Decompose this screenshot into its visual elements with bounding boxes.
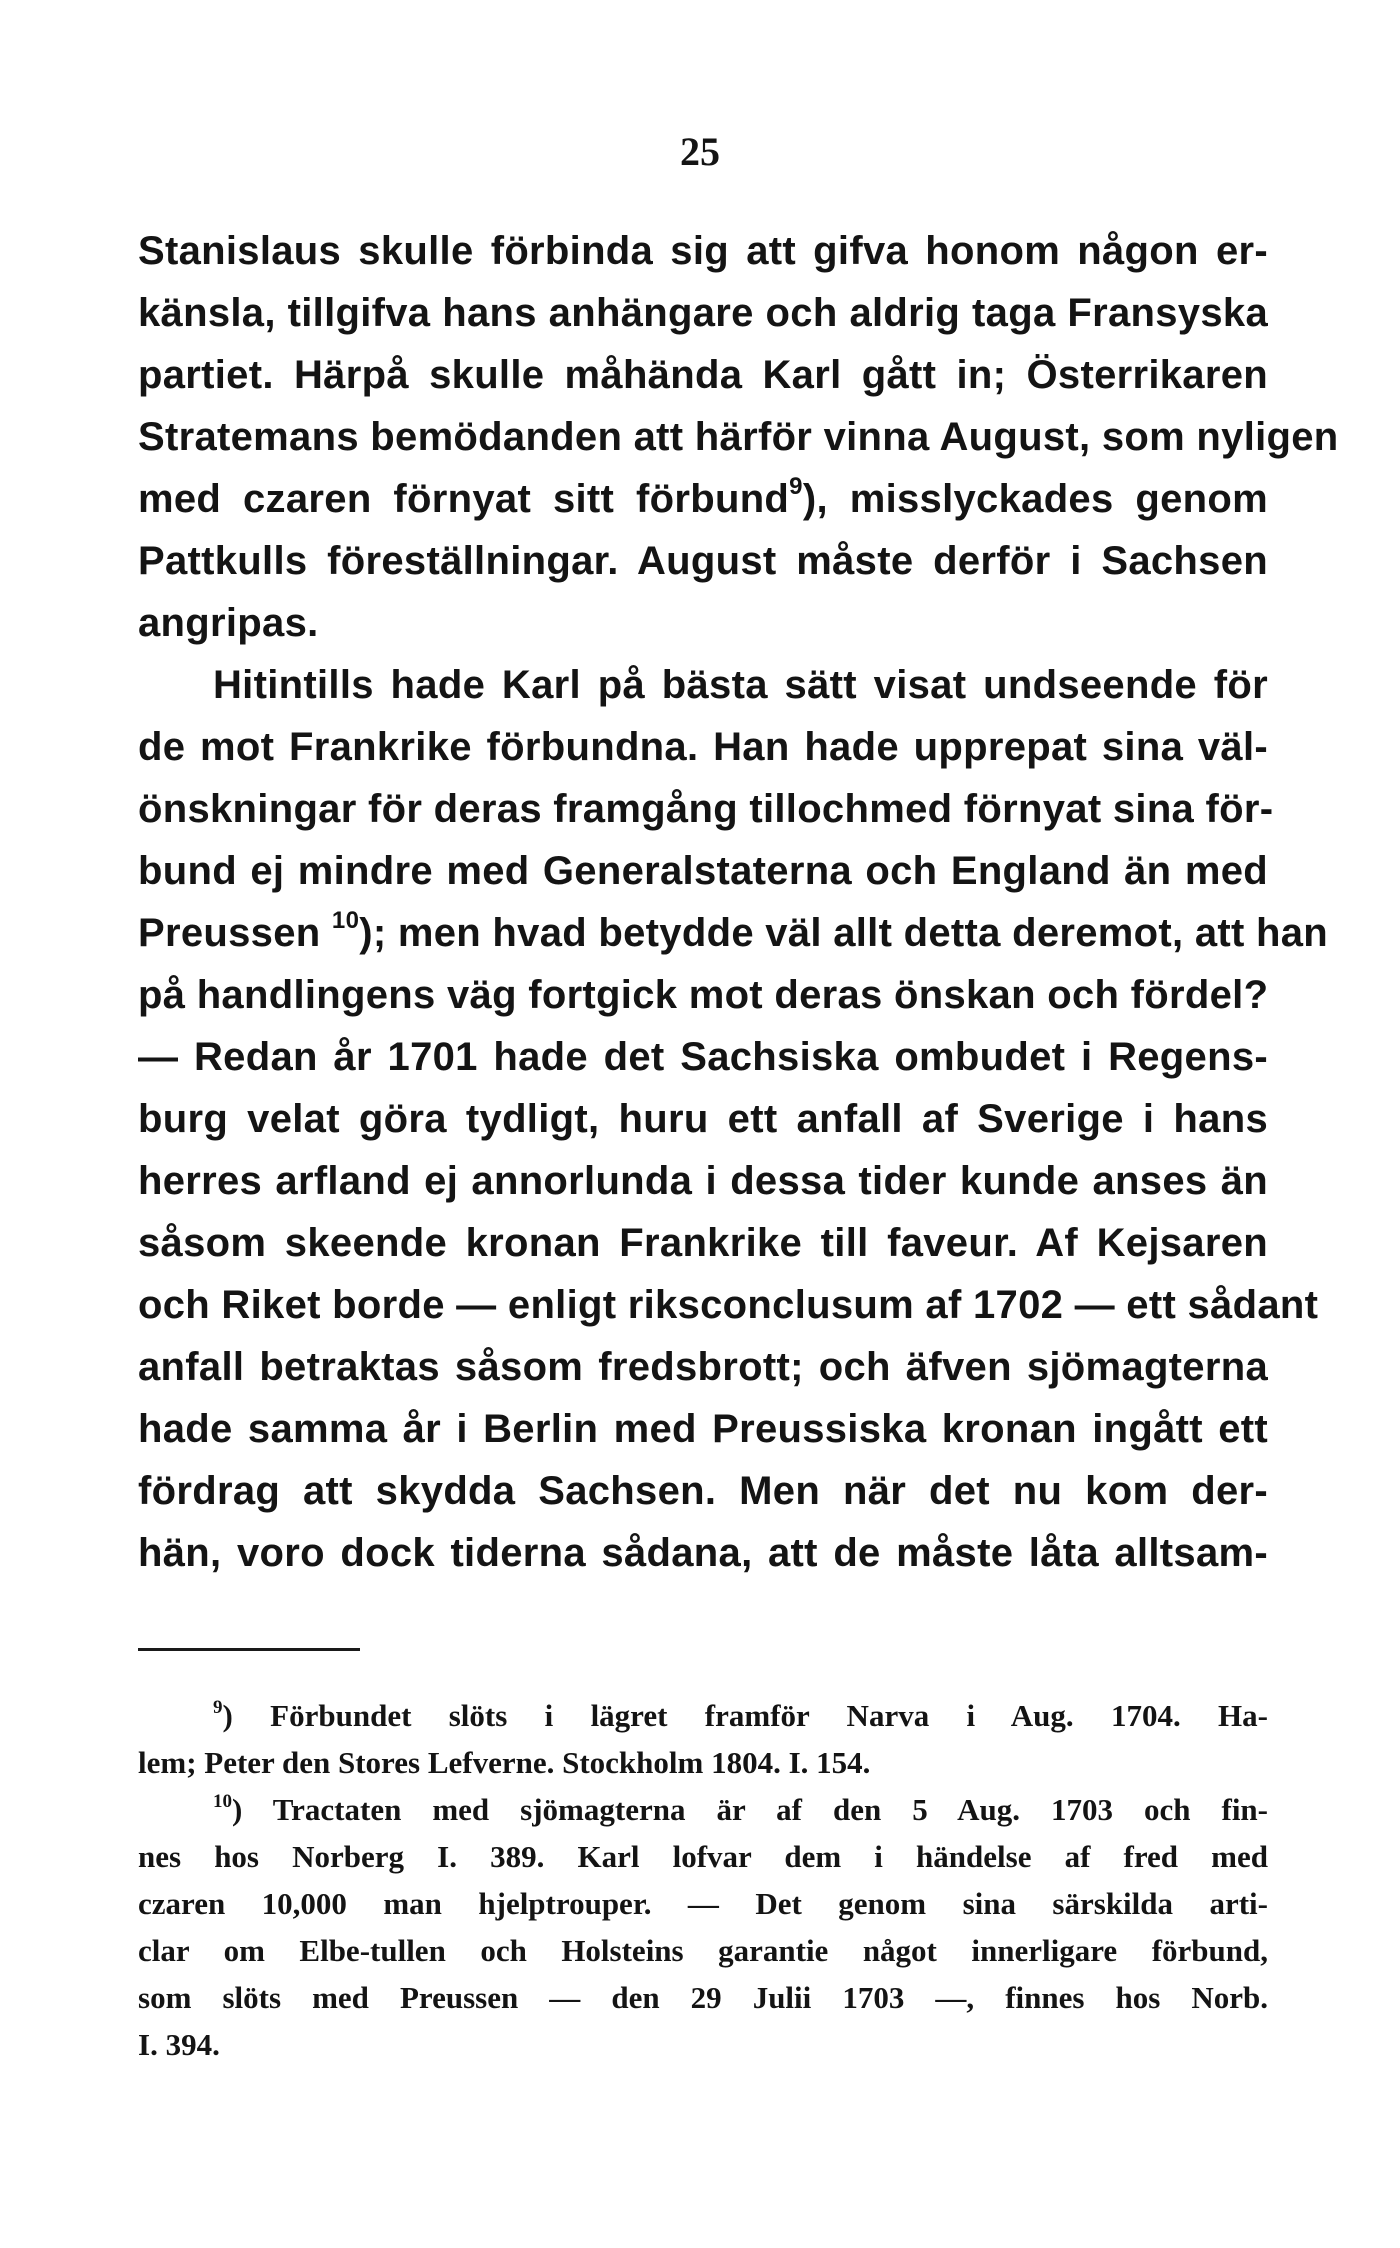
text-line: — Redan år 1701 hade det Sachsiska ombudet i Regens- bbox=[138, 1035, 1268, 1079]
text-line: hade samma år i Berlin med Preussiska kronan ingått ett bbox=[138, 1407, 1268, 1451]
footnote-line: clar om Elbe-tullen och Holsteins garantie något innerligare förbund, bbox=[138, 1933, 1268, 1968]
page-number: 25 bbox=[680, 129, 720, 174]
text-line: hän, voro dock tiderna sådana, att de måste låta alltsam- bbox=[138, 1531, 1268, 1575]
text-segment: ), misslyckades genom bbox=[802, 477, 1268, 521]
text-line: herres arfland ej annorlunda i dessa tider kunde anses än bbox=[138, 1159, 1268, 1203]
footnote-separator bbox=[138, 1648, 360, 1651]
footnotes bbox=[138, 1692, 1268, 2068]
text-line: Stanislaus skulle förbinda sig att gifva honom någon er- bbox=[138, 229, 1268, 273]
text-line: känsla, tillgifva hans anhängare och aldrig taga Fransyska bbox=[138, 291, 1268, 335]
text-segment: ); men hvad betydde väl allt detta deremot, att han bbox=[359, 911, 1329, 955]
text-line bbox=[138, 468, 1268, 530]
body-text bbox=[138, 220, 1339, 1584]
text-line: på handlingens väg fortgick mot deras önskan och fördel? bbox=[138, 973, 1269, 1017]
text-line: såsom skeende kronan Frankrike till faveur. Af Kejsaren bbox=[138, 1221, 1268, 1265]
text-line: Hitintills hade Karl på bästa sätt visat undseende för bbox=[213, 663, 1268, 707]
text-line: och Riket borde — enligt riksconclusum af 1702 — ett sådant bbox=[138, 1283, 1319, 1327]
footnote-line: I. 394. bbox=[138, 2027, 220, 2062]
footnote-line: lem; Peter den Stores Lefverne. Stockholm 1804. I. 154. bbox=[138, 1745, 871, 1780]
text-line: önskningar för deras framgång tillochmed förnyat sina för- bbox=[138, 787, 1274, 831]
footnote-marker: 9 bbox=[213, 1697, 223, 1718]
footnote-line: nes hos Norberg I. 389. Karl lofvar dem i händelse af fred med bbox=[138, 1839, 1268, 1874]
footnote-marker: 10 bbox=[213, 1791, 232, 1812]
text-line bbox=[138, 902, 1329, 964]
text-line: anfall betraktas såsom fredsbrott; och äfven sjömagterna bbox=[138, 1345, 1268, 1389]
footnote-line: som slöts med Preussen — den 29 Julii 1703 —, finnes hos Norb. bbox=[138, 1980, 1268, 2015]
text-line: partiet. Härpå skulle måhända Karl gått in; Österrikaren bbox=[138, 353, 1268, 397]
text-line: Pattkulls föreställningar. August måste derför i Sachsen bbox=[138, 539, 1268, 583]
text-line: burg velat göra tydligt, huru ett anfall af Sverige i hans bbox=[138, 1097, 1268, 1141]
text-line: fördrag att skydda Sachsen. Men när det nu kom der- bbox=[138, 1469, 1268, 1513]
text-segment: ) Tractaten med sjömagterna är af den 5 Aug. 1703 och fin- bbox=[232, 1792, 1268, 1827]
text-line: angripas. bbox=[138, 601, 319, 645]
text-segment: ) Förbundet slöts i lägret framför Narva i Aug. 1704. Ha- bbox=[222, 1698, 1268, 1733]
footnote-line bbox=[138, 1692, 1268, 1739]
footnote-line: czaren 10,000 man hjelptrouper. — Det genom sina särskilda arti- bbox=[138, 1886, 1268, 1921]
footnote-line bbox=[138, 1786, 1268, 1833]
text-line: bund ej mindre med Generalstaterna och England än med bbox=[138, 849, 1268, 893]
text-line: de mot Frankrike förbundna. Han hade upprepat sina väl- bbox=[138, 725, 1268, 769]
footnote-ref: 9 bbox=[789, 473, 803, 500]
text-segment: Preussen bbox=[138, 911, 321, 955]
footnote-ref: 10 bbox=[331, 907, 360, 934]
text-segment: med czaren förnyat sitt förbund bbox=[138, 477, 790, 521]
text-line: Stratemans bemödanden att härför vinna August, som nyligen bbox=[138, 415, 1339, 459]
